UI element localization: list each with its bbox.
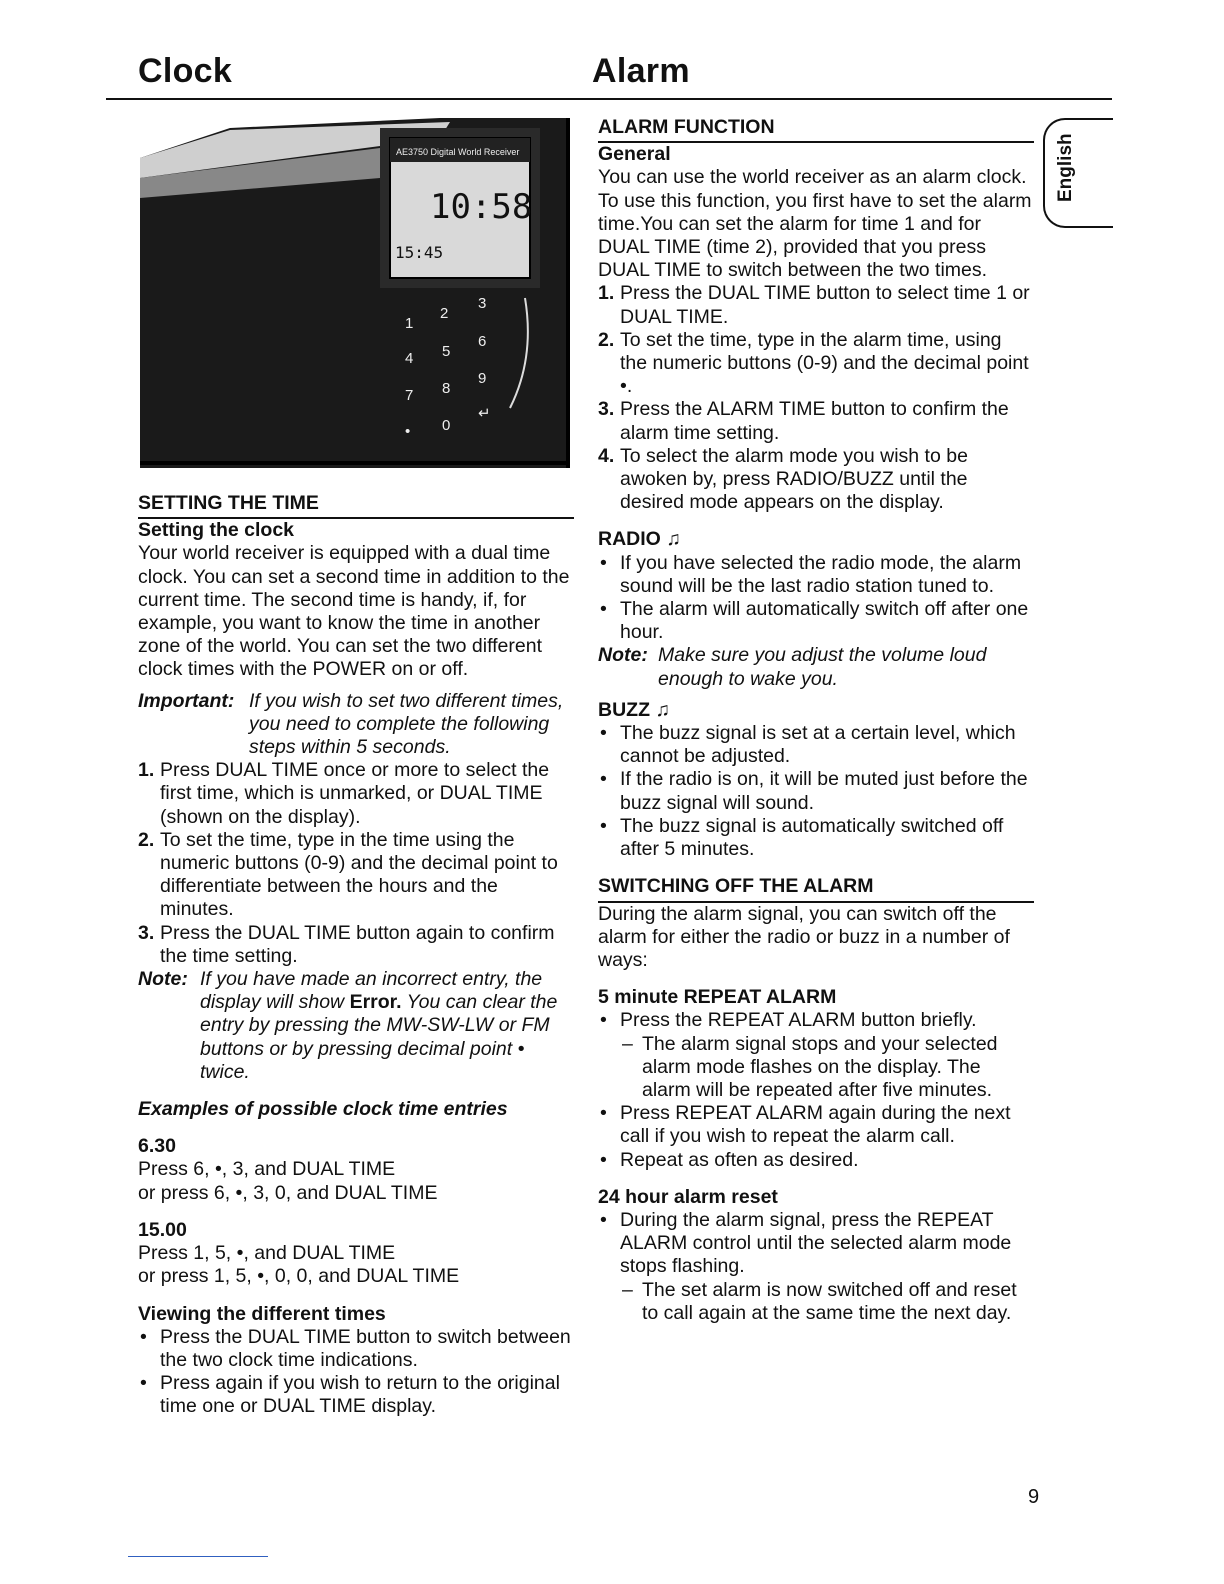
- list-item: • Press again if you wish to return to the original time one or DUAL TIME display.: [138, 1372, 574, 1418]
- list-item: 4. To select the alarm mode you wish to be awoken by, press RADIO/BUZZ until the desired mode appears on the display.: [598, 444, 968, 514]
- examples-heading: Examples of possible clock time entries: [138, 1098, 508, 1121]
- list-item: • If you have selected the radio mode, the alarm sound will be the last radio station tuned to.: [598, 552, 1034, 598]
- alarm-heading: Alarm: [592, 52, 690, 90]
- clock-heading: Clock: [138, 52, 233, 90]
- photo-key-0: 0: [442, 417, 451, 434]
- left-column: [138, 492, 574, 1419]
- list-item: 3. Press the DUAL TIME button again to confirm the time setting.: [138, 921, 555, 967]
- viewing-times-list: [138, 1326, 574, 1419]
- viewing-times-subheading: Viewing the different times: [138, 1302, 386, 1325]
- photo-key-enter: ↵: [478, 405, 491, 422]
- general-paragraph: You can use the world receiver as an alarm clock. To use this function, you first have to set the alarm time.You can set the alarm for time 1 and for DUAL TIME (time 2), provided that you press DUAL TIME to switch between the two times.: [598, 166, 1032, 282]
- important-text: If you wish to set two different times, you need to complete the following steps within 5 seconds.: [249, 689, 564, 759]
- repeat-alarm-dash-item: – The alarm signal stops and your selected alarm mode flashes on the display. The alarm will be repeated after five minutes.: [598, 1033, 1034, 1103]
- list-item: 3. Press the ALARM TIME button to confirm the alarm time setting.: [598, 398, 1009, 444]
- alarm-steps: [598, 282, 1034, 514]
- list-item: 2. To set the time, type in the alarm time, using the numeric buttons (0-9) and the decimal point •.: [598, 328, 1029, 398]
- setting-steps: [138, 759, 574, 968]
- switching-off-heading: SWITCHING OFF THE ALARM: [598, 875, 1034, 902]
- receiver-photo: [140, 118, 570, 468]
- photo-key-8: 8: [442, 380, 451, 397]
- incorrect-entry-note: Note: If you have made an incorrect entry, the display will show Error. You can clear the entry by pressing the MW-SW-LW or FM buttons or by pressing decimal point • twice.: [138, 968, 558, 1083]
- error-text: Error.: [349, 991, 402, 1014]
- photo-key-9: 9: [478, 370, 487, 387]
- buzz-list: [598, 722, 1034, 861]
- photo-key-7: 7: [405, 387, 414, 404]
- alarm-reset-dash-item: – The set alarm is now switched off and reset to call again at the same time the next day.: [598, 1279, 1034, 1325]
- note-label: Note:: [138, 968, 188, 991]
- setting-clock-paragraph: Your world receiver is equipped with a dual time clock. You can set a second time in addition to the current time. The second time is handy, if, for example, you want to know the time in another zone of the world. You can set the two different clock times with the POWER on or off.: [138, 542, 570, 681]
- example-1500-line2: or press 1, 5, •, 0, 0, and DUAL TIME: [138, 1265, 460, 1288]
- list-item: • Press REPEAT ALARM again during the next call if you wish to repeat the alarm call.: [598, 1102, 1034, 1148]
- buzz-subheading: BUZZ ♫: [598, 698, 671, 721]
- repeat-alarm-list: [598, 1009, 1034, 1032]
- repeat-alarm-subheading: 5 minute REPEAT ALARM: [598, 986, 837, 1009]
- setting-time-heading: SETTING THE TIME: [138, 492, 574, 519]
- alarm-reset-list: [598, 1209, 1034, 1279]
- language-tab-label: English: [1055, 133, 1076, 202]
- photo-key-6: 6: [478, 333, 487, 350]
- example-630-line1: Press 6, •, 3, and DUAL TIME: [138, 1158, 396, 1181]
- list-item: • If the radio is on, it will be muted just before the buzz signal will sound.: [598, 768, 1034, 814]
- photo-key-dot: •: [405, 423, 411, 440]
- setting-clock-subheading: Setting the clock: [138, 519, 295, 542]
- important-note: [138, 690, 574, 760]
- page-number: 9: [1028, 1486, 1040, 1508]
- switching-off-paragraph: During the alarm signal, you can switch off the alarm for either the radio or buzz in a number of ways:: [598, 902, 1010, 971]
- photo-key-2: 2: [440, 305, 449, 322]
- list-item: • The buzz signal is automatically switched off after 5 minutes.: [598, 815, 1034, 861]
- general-subheading: General: [598, 143, 671, 166]
- photo-model-label: AE3750 Digital World Receiver: [396, 147, 520, 157]
- volume-note-label: Note:: [598, 644, 648, 667]
- repeat-alarm-list-2: [598, 1102, 1034, 1172]
- example-1500-title: 15.00: [138, 1218, 187, 1241]
- photo-display-main: 10:58: [430, 187, 533, 227]
- list-item: 2. To set the time, type in the time using the numeric buttons (0-9) and the decimal point to differentiate between the hours and the minutes.: [138, 828, 558, 921]
- right-column: [598, 116, 1034, 1325]
- list-item: • The buzz signal is set at a certain level, which cannot be adjusted.: [598, 722, 1034, 768]
- list-item: 1. Press the DUAL TIME button to select time 1 or DUAL TIME.: [598, 282, 1030, 328]
- header-divider: [106, 98, 1112, 100]
- photo-key-3: 3: [478, 295, 487, 312]
- footer-rule: [128, 1556, 268, 1557]
- list-item: • Press the REPEAT ALARM button briefly.: [598, 1009, 1034, 1032]
- photo-display-secondary: 15:45: [395, 243, 444, 262]
- list-item: • Repeat as often as desired.: [598, 1149, 1034, 1172]
- list-item: • During the alarm signal, press the REPEAT ALARM control until the selected alarm mode stops flashing.: [598, 1209, 1034, 1279]
- example-630-title: 6.30: [138, 1135, 176, 1158]
- photo-key-4: 4: [405, 350, 414, 367]
- radio-list: [598, 552, 1034, 645]
- photo-key-1: 1: [405, 315, 414, 332]
- list-item: 1. Press DUAL TIME once or more to select the first time, which is unmarked, or DUAL TIME (shown on the display).: [138, 759, 550, 828]
- alarm-reset-subheading: 24 hour alarm reset: [598, 1185, 778, 1208]
- language-tab: [1043, 118, 1113, 228]
- example-1500-line1: Press 1, 5, •, and DUAL TIME: [138, 1242, 396, 1265]
- list-item: • The alarm will automatically switch off after one hour.: [598, 598, 1034, 644]
- volume-note: Note: Make sure you adjust the volume loud enough to wake you.: [598, 644, 987, 690]
- list-item: • Press the DUAL TIME button to switch between the two clock time indications.: [138, 1326, 574, 1372]
- photo-key-5: 5: [442, 343, 451, 360]
- alarm-function-heading: ALARM FUNCTION: [598, 116, 1034, 143]
- radio-subheading: RADIO ♫: [598, 528, 681, 551]
- example-630-line2: or press 6, •, 3, 0, and DUAL TIME: [138, 1181, 438, 1204]
- important-label: Important:: [138, 689, 235, 712]
